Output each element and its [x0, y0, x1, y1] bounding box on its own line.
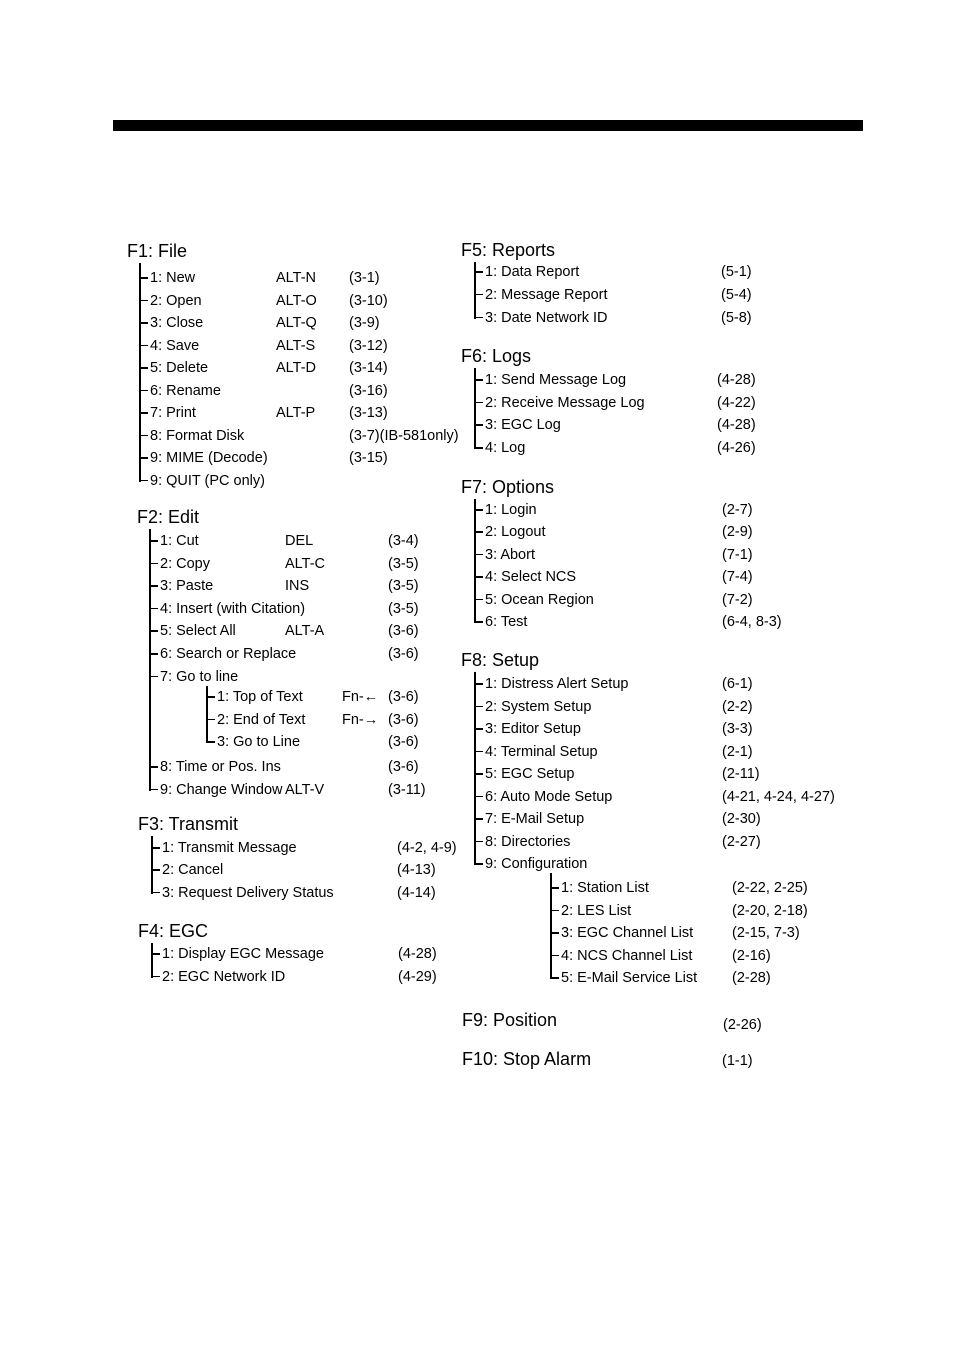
menu-item-label: 4: NCS Channel List [561, 947, 693, 964]
menu-item-label: 5: EGC Setup [485, 766, 575, 782]
shortcut-key: ALT-O [276, 292, 317, 309]
menu-item-label: 2: Receive Message Log [485, 394, 645, 411]
menu-item-label: 8: Directories [485, 833, 571, 850]
page-reference: (2-20, 2-18) [732, 902, 808, 919]
page-reference: (6-4, 8-3) [722, 614, 782, 630]
shortcut-key: DEL [285, 533, 314, 549]
shortcut-key: ALT-P [276, 405, 316, 421]
page-reference: (4-26) [717, 440, 756, 457]
menu-item-label: 2: Cancel [162, 862, 224, 879]
menu-title[interactable]: F5: Reports [461, 240, 556, 260]
page-reference: (3-6) [388, 711, 419, 728]
menu-title[interactable]: F2: Edit [137, 507, 200, 527]
menu-item-label: 9: Change Window [160, 781, 283, 798]
page-reference: (3-9) [349, 315, 380, 331]
tree-trunk-line [474, 368, 476, 449]
shortcut-key: Fn-← [342, 689, 379, 705]
menu-item-label: 1: Top of Text [217, 689, 303, 705]
page-reference: (2-15, 7-3) [732, 925, 800, 941]
page-reference: (6-1) [722, 676, 753, 692]
menu-item-label: 3: EGC Log [485, 417, 561, 434]
menu-item-label: 3: Request Delivery Status [162, 884, 334, 901]
page-reference: (4-13) [397, 862, 436, 879]
page-reference: (3-6) [388, 646, 419, 662]
page-reference: (4-28) [398, 946, 437, 962]
page-reference: (2-30) [722, 811, 761, 827]
tree-trunk-line [474, 672, 476, 865]
page-reference: (5-1) [721, 264, 752, 280]
page-reference: (3-6) [388, 734, 419, 750]
shortcut-key: ALT-A [285, 623, 325, 640]
menu-item-label: 5: E-Mail Service List [561, 970, 698, 986]
tree-trunk-line [474, 499, 476, 623]
menu-item-label: 1: Login [485, 502, 537, 518]
tree-trunk-line [139, 263, 141, 482]
tree-trunk-line [151, 943, 153, 978]
menu-item-label: 1: Transmit Message [162, 840, 297, 856]
menu-item-label: 4: Log [485, 440, 526, 457]
menu-item-label: 7: Print [150, 405, 196, 421]
menu-item-label: 1: Station List [561, 880, 649, 896]
page-reference: (2-26) [723, 1017, 762, 1033]
page-reference: (2-27) [722, 833, 761, 850]
shortcut-key: INS [285, 578, 310, 595]
header-rule [113, 120, 863, 131]
menu-item-label: 8: Time or Pos. Ins [160, 759, 281, 775]
menu-item-label: 1: New [150, 270, 196, 286]
menu-item-label: 1: Cut [160, 533, 199, 549]
page-reference: (3-6) [388, 689, 419, 705]
menu-item-label: 5: Select All [160, 623, 236, 640]
page-reference: (7-1) [722, 546, 753, 563]
menu-title[interactable]: F9: Position [462, 1010, 558, 1030]
page-reference: (2-16) [732, 947, 771, 964]
menu-item-label: 4: Select NCS [485, 569, 577, 586]
tree-trunk-line [149, 529, 151, 791]
menu-item-label: 2: Message Report [485, 286, 608, 303]
page-reference: (2-11) [722, 766, 760, 782]
menu-item-label: 7: Go to line [160, 668, 239, 685]
page-reference: (3-1) [349, 270, 380, 286]
menu-item-label: 2: EGC Network ID [162, 968, 286, 985]
menu-item-label: 6: Auto Mode Setup [485, 788, 613, 805]
menu-item-label: 9: Configuration [485, 856, 588, 872]
shortcut-key: ALT-V [285, 781, 325, 798]
menu-item-label: 2: LES List [561, 902, 632, 919]
menu-item-label: 4: Terminal Setup [485, 743, 598, 760]
page-reference: (5-4) [721, 286, 752, 303]
menu-item-label: 2: Copy [160, 555, 210, 572]
menu-item-label: 3: Editor Setup [485, 721, 581, 737]
menu-item-label: 3: Date Network ID [485, 309, 608, 326]
page-reference: (3-15) [349, 450, 388, 466]
menu-item-label: 6: Test [485, 614, 528, 630]
page-reference: (3-12) [349, 337, 388, 354]
menu-title[interactable]: F1: File [127, 241, 188, 261]
menu-item-label: 2: End of Text [217, 711, 306, 728]
page-reference: (3-5) [388, 578, 419, 595]
menu-title[interactable]: F3: Transmit [138, 814, 239, 834]
menu-item-label: 5: Ocean Region [485, 591, 594, 608]
page-reference: (3-4) [388, 533, 419, 549]
page-reference: (3-3) [722, 721, 753, 737]
menu-item-label: 3: Paste [160, 578, 214, 595]
tree-trunk-line [474, 262, 476, 319]
page-reference: (2-22, 2-25) [732, 880, 808, 896]
menu-item-label: 1: Data Report [485, 264, 580, 280]
page-reference: (3-13) [349, 405, 388, 421]
menu-item-label: 3: Abort [485, 546, 535, 563]
page-reference: (3-6) [388, 759, 419, 775]
menu-title[interactable]: F6: Logs [461, 346, 532, 366]
menu-item-label: 7: E-Mail Setup [485, 811, 585, 827]
menu-item-label: 1: Display EGC Message [162, 946, 324, 962]
tree-trunk-line [151, 836, 153, 894]
page-reference: (2-2) [722, 698, 753, 715]
page-reference: (2-7) [722, 502, 753, 518]
page-reference: (3-16) [349, 382, 388, 399]
page-reference: (2-28) [732, 970, 771, 986]
menu-item-label: 1: Send Message Log [485, 372, 627, 388]
shortcut-key: ALT-D [276, 360, 317, 376]
page-reference: (7-4) [722, 569, 753, 586]
menu-item-label: 4: Save [150, 337, 200, 354]
page-reference: (3-14) [349, 360, 388, 376]
menu-item-label: 9: QUIT (PC only) [150, 472, 265, 489]
page-reference: (3-5) [388, 555, 419, 572]
page-reference: (5-8) [721, 309, 752, 326]
page-reference: (2-1) [722, 743, 753, 760]
menu-title[interactable]: F7: Options [461, 477, 555, 497]
page-reference: (4-28) [717, 372, 756, 388]
shortcut-key: ALT-Q [276, 315, 317, 331]
shortcut-key: ALT-N [276, 270, 317, 286]
page-reference: (3-10) [349, 292, 388, 309]
page-reference: (4-29) [398, 968, 437, 985]
menu-item-label: 3: EGC Channel List [561, 925, 694, 941]
page-reference: (4-28) [717, 417, 756, 434]
tree-trunk-line [550, 873, 552, 979]
menu-item-label: 1: Distress Alert Setup [485, 676, 629, 692]
tree-trunk-line [206, 686, 208, 743]
shortcut-key: ALT-C [285, 555, 326, 572]
page-reference: (4-21, 4-24, 4-27) [722, 788, 835, 805]
page-reference: (2-9) [722, 524, 753, 541]
page-reference: (3-11) [388, 781, 426, 798]
page-reference: (4-22) [717, 394, 756, 411]
menu-item-label: 8: Format Disk [150, 427, 245, 444]
page-reference: (4-14) [397, 884, 436, 901]
page-reference: (4-2, 4-9) [397, 840, 457, 856]
page-reference: (7-2) [722, 591, 753, 608]
menu-item-label: 5: Delete [150, 360, 209, 376]
menu-item-label: 6: Rename [150, 382, 221, 399]
menu-title[interactable]: F4: EGC [138, 921, 209, 941]
menu-item-label: 6: Search or Replace [160, 646, 297, 662]
menu-item-label: 4: Insert (with Citation) [160, 600, 306, 617]
menu-item-label: 3: Go to Line [217, 734, 301, 750]
menu-item-label: 9: MIME (Decode) [150, 450, 268, 466]
page-reference: (3-6) [388, 623, 419, 640]
menu-item-label: 2: Logout [485, 524, 546, 541]
page-reference: (3-5) [388, 600, 419, 617]
shortcut-key: Fn-→ [342, 711, 379, 728]
shortcut-key: ALT-S [276, 337, 316, 354]
page-reference: (3-7)(IB-581only) [349, 427, 459, 444]
menu-item-label: 2: System Setup [485, 698, 592, 715]
menu-item-label: 3: Close [150, 315, 204, 331]
menu-title[interactable]: F10: Stop Alarm [462, 1049, 592, 1069]
menu-item-label: 2: Open [150, 292, 202, 309]
menu-title[interactable]: F8: Setup [461, 650, 540, 670]
page-reference: (1-1) [722, 1053, 753, 1069]
